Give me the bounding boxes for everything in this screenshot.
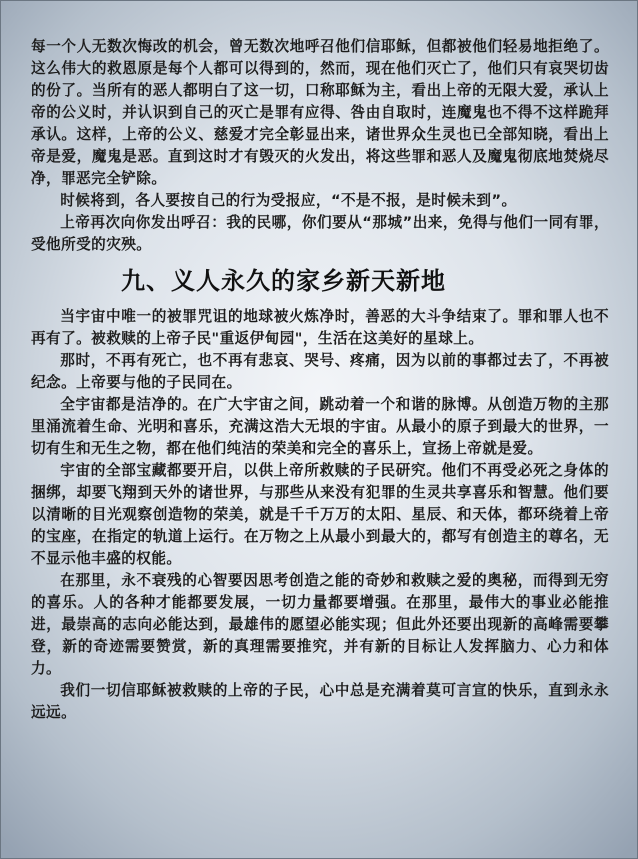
paragraph-1: 每一个人无数次悔改的机会，曾无数次地呼召他们信耶稣，但都被他们轻易地拒绝了。这么伟大的救恩原是每个人都可以得到的，然而，现在他们灭亡了，他们只有哀哭切齿的份了。当所有的恶人都明白了这一切，口称耶稣为主，看出上帝的无限大爱，承认上帝的公义时，并认识到自己的灭亡是罪有应得、咎由自取时，连魔鬼也不得不这样跪拜承认。这样，上帝的公义、慈爱才完全彰显出来，诸世界众生灵也已全部知晓，看出上帝是爱，魔鬼是恶。直到这时才有毁灭的火发出，将这些罪和恶人及魔鬼彻底地焚烧尽净，罪恶完全铲除。 [31,38,609,187]
paragraph-6: 全宇宙都是洁净的。在广大宇宙之间，跳动着一个和谐的脉博。从创造万物的主那里涌流着生命、光明和喜乐，充满这浩大无垠的宇宙。从最小的原子到最大的世界，一切有生和无生之物，都在他们纯洁的荣美和完全的喜乐上，宣扬上帝就是爱。 [31,396,609,457]
paragraph-3: 上帝再次向你发出呼召：我的民哪，你们要从“那城”出来，免得与他们一同有罪，受他所受的灾殃。 [31,214,609,253]
paragraph-4: 当宇宙中唯一的被罪咒诅的地球被火炼净时，善恶的大斗争结束了。罪和罪人也不再有了。被救赎的上帝子民"重返伊甸园"，生活在这美好的星球上。 [31,308,609,347]
section-heading: 九、义人永久的家乡新天新地 [121,266,446,295]
paragraph-8: 在那里，永不衰残的心智要因思考创造之能的奇妙和救赎之爱的奥秘，而得到无穷的喜乐。人的各种才能都要发展，一切力量都要增强。在那里，最伟大的事业必能推进，最崇高的志向必能达到，最雄伟的愿望必能实现；但此外还要出现新的高峰需要攀登，新的奇迹需要赞赏，新的真理需要推究，并有新的目标让人发挥脑力、心力和体力。 [31,572,609,677]
paragraph-9: 我们一切信耶稣被救赎的上帝的子民，心中总是充满着莫可言宣的快乐，直到永永远远。 [31,682,609,721]
paragraph-2: 时候将到，各人要按自己的行为受报应，“不是不报，是时候未到”。 [60,192,517,209]
paragraph-7: 宇宙的全部宝藏都要开启，以供上帝所救赎的子民研究。他们不再受必死之身体的捆绑，却要飞翔到天外的诸世界，与那些从来没有犯罪的生灵共享喜乐和智慧。他们要以清晰的目光观察创造物的荣美，就是千千万万的太阳、星辰、和天体，都环绕着上帝的宝座，在指定的轨道上运行。在万物之上从最小到最大的，都写有创造主的尊名，无不显示他丰盛的权能。 [31,462,609,567]
paragraph-5: 那时，不再有死亡，也不再有悲哀、哭号、疼痛，因为以前的事都过去了，不再被纪念。上帝要与他的子民同在。 [31,352,609,391]
document-body[interactable] [31,36,609,724]
